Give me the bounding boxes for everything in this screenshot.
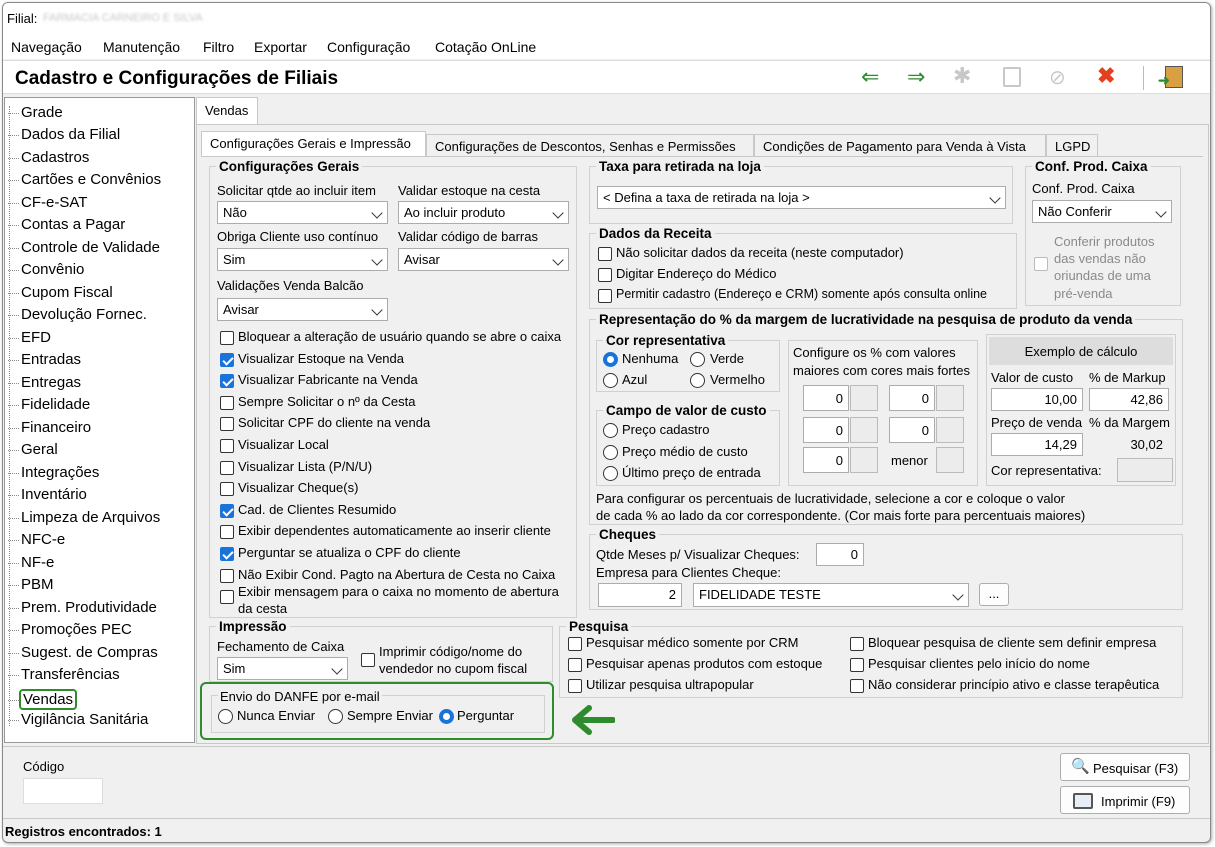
- color-swatch-4: [936, 417, 964, 443]
- custo-opt-1: Preço cadastro: [622, 422, 710, 437]
- sidebar-tree: [4, 97, 195, 743]
- group-taxa: [589, 159, 1013, 224]
- radio-vermelho[interactable]: [690, 373, 705, 388]
- pesquisar-button[interactable]: [1060, 753, 1190, 781]
- validar-cod-select[interactable]: Avisar: [398, 248, 569, 271]
- config-checkbox-5[interactable]: [220, 417, 234, 431]
- margem-info-l1: Para configurar os percentuais de lucratividade, selecione a cor e coloque o valor: [596, 491, 1065, 506]
- config-check-label-1: Bloquear a alteração de usuário quando se abre o caixa: [238, 329, 562, 344]
- sidebar-item-cfe-sat[interactable]: CF-e-SAT: [21, 194, 88, 211]
- group-title-custo: Campo de valor de custo: [603, 403, 770, 418]
- chevron-down-icon: [1155, 206, 1166, 217]
- radio-verde-label: Verde: [710, 351, 744, 366]
- tab-descontos-senhas[interactable]: Configurações de Descontos, Senhas e Permissões: [426, 134, 754, 156]
- sidebar-item-dados-filial[interactable]: Dados da Filial: [21, 126, 121, 143]
- percent-input-3[interactable]: 0: [803, 417, 849, 443]
- pesquisa-right-2: Pesquisar clientes pelo início do nome: [868, 656, 1090, 671]
- imprimir-label: Imprimir (F9): [1101, 794, 1176, 809]
- menu-navegacao[interactable]: Navegação: [11, 39, 82, 55]
- config-check-label-6: Visualizar Local: [238, 437, 329, 452]
- preco-venda-label: Preço de venda: [991, 415, 1083, 430]
- sidebar-item-fidelidade[interactable]: Fidelidade: [21, 396, 91, 413]
- group-title-taxa: Taxa para retirada na loja: [596, 159, 764, 174]
- color-swatch-3: [850, 417, 878, 443]
- config-checkbox-2[interactable]: [220, 353, 234, 367]
- radio-nenhuma[interactable]: [603, 352, 618, 367]
- qtde-meses-label: Qtde Meses p/ Visualizar Cheques:: [596, 547, 800, 562]
- sidebar-item-cupom-fiscal[interactable]: Cupom Fiscal: [21, 284, 113, 301]
- checkbox-exibir-mensagem[interactable]: [220, 590, 234, 604]
- checkbox-principio-ativo[interactable]: [850, 679, 864, 693]
- imprimir-l2: vendedor no cupom fiscal: [379, 661, 528, 676]
- config-check-label-7: Visualizar Lista (P/N/U): [238, 458, 373, 474]
- obriga-label: Obriga Cliente uso contínuo: [217, 229, 379, 244]
- cor-rep-label: Cor representativa:: [991, 463, 1102, 478]
- config-checkbox-12[interactable]: [220, 569, 234, 583]
- config-check-label-4: Sempre Solicitar o nº da Cesta: [238, 393, 416, 409]
- checkbox-nao-solicitar-receita[interactable]: [598, 247, 612, 261]
- chevron-down-icon: [371, 304, 382, 315]
- chevron-down-icon: [989, 192, 1000, 203]
- green-arrow-icon: [569, 703, 615, 737]
- bottom-panel: [3, 746, 1211, 818]
- markup-input[interactable]: 42,86: [1089, 388, 1169, 411]
- chevron-down-icon: [371, 254, 382, 265]
- margem-info-l2: de cada % ao lado da cor correspondente. (Cor mais forte para percentuais maiores): [596, 508, 1086, 523]
- validacoes-select[interactable]: Avisar: [217, 298, 388, 321]
- color-swatch-2: [936, 385, 964, 411]
- empresa-label: Empresa para Clientes Cheque:: [596, 565, 781, 580]
- preco-venda-input[interactable]: 14,29: [991, 433, 1083, 456]
- fechamento-select[interactable]: Sim: [217, 657, 348, 680]
- chevron-down-icon: [952, 589, 963, 600]
- sidebar-item-nfce[interactable]: NFC-e: [21, 531, 66, 548]
- conferir-l3: oriundas de uma: [1054, 268, 1151, 283]
- imprimir-button[interactable]: [1060, 786, 1190, 814]
- danfe-opt-2: Sempre Enviar: [347, 708, 433, 723]
- group-title-pesquisa: Pesquisa: [566, 619, 631, 634]
- sidebar-item-inventario[interactable]: Inventário: [21, 486, 87, 503]
- valor-custo-input[interactable]: 10,00: [991, 388, 1083, 411]
- receita-check-1: Não solicitar dados da receita (neste computador): [616, 245, 904, 260]
- percent-input-2[interactable]: 0: [889, 385, 935, 411]
- save-icon[interactable]: [1003, 67, 1021, 87]
- radio-nunca-enviar[interactable]: [218, 709, 233, 724]
- group-receita: [589, 226, 1017, 309]
- sidebar-item-financeiro[interactable]: Financeiro: [21, 419, 92, 436]
- sidebar-item-geral[interactable]: Geral: [21, 441, 58, 458]
- config-checkbox-10[interactable]: [220, 525, 234, 539]
- group-danfe: [211, 689, 545, 733]
- codigo-input[interactable]: [23, 778, 103, 804]
- config-check-label-11: Perguntar se atualiza o CPF do cliente: [238, 545, 461, 560]
- config-check-label-3: Visualizar Fabricante na Venda: [238, 372, 418, 388]
- tab-lgpd[interactable]: LGPD: [1046, 134, 1098, 156]
- group-configuracoes-gerais: [209, 159, 577, 618]
- tab-condicoes-pagamento[interactable]: Condições de Pagamento para Venda à Vista: [754, 134, 1046, 156]
- radio-azul[interactable]: [603, 373, 618, 388]
- config-checkbox-8[interactable]: [220, 482, 234, 496]
- checkbox-ultrapopular[interactable]: [568, 679, 582, 693]
- menu-bar: [3, 35, 1211, 59]
- group-exemplo: [986, 334, 1176, 486]
- validar-estoque-label: Validar estoque na cesta: [398, 183, 541, 198]
- group-configure-percent: [788, 340, 978, 486]
- exibir-mensagem-l2: da cesta: [238, 601, 288, 616]
- menu-exportar[interactable]: Exportar: [254, 39, 307, 55]
- config-checkbox-11[interactable]: [220, 547, 234, 561]
- checkbox-medico-crm[interactable]: [568, 637, 582, 651]
- menu-filtro[interactable]: Filtro: [203, 39, 235, 55]
- sidebar-item-sugest-compras[interactable]: Sugest. de Compras: [21, 644, 158, 661]
- sidebar-item-vendas[interactable]: Vendas: [19, 689, 77, 710]
- empresa-code-input[interactable]: 2: [598, 583, 682, 607]
- config-check-label-10: Exibir dependentes automaticamente ao inserir cliente: [238, 523, 551, 539]
- arrow-right-icon[interactable]: ⇒: [907, 64, 926, 89]
- sidebar-item-nfe[interactable]: NF-e: [21, 554, 55, 571]
- sidebar-item-vigilancia[interactable]: Vigilância Sanitária: [21, 711, 149, 728]
- custo-opt-3: Último preço de entrada: [622, 465, 761, 480]
- config-checkbox-9[interactable]: [220, 504, 234, 518]
- config-check-label-8: Visualizar Cheque(s): [238, 480, 359, 496]
- search-icon: 🔍: [1071, 758, 1090, 775]
- radio-azul-label: Azul: [622, 372, 648, 387]
- group-cheques: [589, 527, 1183, 610]
- pesquisa-right-3: Não considerar princípio ativo e classe terapêutica: [868, 677, 1160, 692]
- radio-preco-medio[interactable]: [603, 445, 618, 460]
- config-check-label-9: Cad. de Clientes Resumido: [238, 501, 397, 517]
- danfe-opt-1: Nunca Enviar: [237, 708, 316, 723]
- checkbox-digitar-endereco[interactable]: [598, 268, 612, 282]
- pesquisa-left-3: Utilizar pesquisa ultrapopular: [586, 677, 754, 692]
- group-title-receita: Dados da Receita: [596, 226, 715, 241]
- config-checkbox-1[interactable]: [220, 331, 234, 345]
- config-check-label-12: Não Exibir Cond. Pagto na Abertura de Cesta no Caixa: [238, 566, 556, 582]
- validar-cod-label: Validar código de barras: [398, 229, 538, 244]
- menu-manutencao[interactable]: Manutenção: [103, 39, 181, 55]
- radio-verde[interactable]: [690, 352, 705, 367]
- menor-label: menor: [891, 453, 928, 468]
- radio-ultimo-preco[interactable]: [603, 466, 618, 481]
- sidebar-item-devolucao[interactable]: Devolução Fornec.: [21, 306, 147, 323]
- sidebar-item-contas-pagar[interactable]: Contas a Pagar: [21, 216, 126, 233]
- group-title-margem: Representação do % da margem de lucratividade na pesquisa de produto da venda: [596, 312, 1135, 327]
- tree-line: [9, 106, 10, 726]
- page-title: Cadastro e Configurações de Filiais: [15, 68, 339, 89]
- checkbox-permitir-cadastro[interactable]: [598, 289, 612, 303]
- sidebar-item-prem-produtividade[interactable]: Prem. Produtividade: [21, 599, 157, 616]
- toolbar-separator: [1143, 66, 1144, 90]
- sidebar-item-cartoes[interactable]: Cartões e Convênios: [21, 171, 162, 188]
- group-title-config: Configurações Gerais: [216, 159, 362, 174]
- config-check-label-2: Visualizar Estoque na Venda: [238, 350, 404, 366]
- sidebar-item-entradas[interactable]: Entradas: [21, 351, 82, 368]
- group-margem: [589, 312, 1183, 525]
- obriga-select[interactable]: Sim: [217, 248, 388, 271]
- radio-nenhuma-label: Nenhuma: [622, 351, 679, 366]
- sidebar-item-promocoes-pec[interactable]: Promoções PEC: [21, 621, 132, 638]
- group-title-impressao: Impressão: [216, 619, 290, 634]
- radio-perguntar[interactable]: [439, 709, 454, 724]
- sidebar-item-integracoes[interactable]: Integrações: [21, 464, 100, 481]
- fechamento-label: Fechamento de Caixa: [217, 639, 345, 654]
- receita-check-2: Digitar Endereço do Médico: [616, 266, 777, 281]
- conferir-l2: das vendas não: [1054, 251, 1146, 266]
- empresa-ellipsis-button[interactable]: ...: [979, 583, 1009, 606]
- sidebar-item-controle-validade[interactable]: Controle de Validade: [21, 239, 160, 256]
- validar-estoque-select[interactable]: Ao incluir produto: [398, 201, 569, 224]
- sidebar-item-convenio[interactable]: Convênio: [21, 261, 85, 278]
- checkbox-imprimir-vendedor[interactable]: [361, 653, 375, 667]
- cor-rep-swatch: [1117, 458, 1173, 482]
- config-checkbox-7[interactable]: [220, 461, 234, 475]
- printer-icon: [1073, 793, 1093, 809]
- taxa-select[interactable]: < Defina a taxa de retirada na loja >: [597, 186, 1006, 209]
- configure-l1: Configure os % com valores: [793, 345, 956, 360]
- radio-vermelho-label: Vermelho: [710, 372, 765, 387]
- checkbox-inicio-nome[interactable]: [850, 658, 864, 672]
- markup-label: % de Markup: [1089, 370, 1166, 385]
- color-swatch-5: [850, 447, 878, 473]
- solicitar-select[interactable]: Não: [217, 201, 388, 224]
- checkbox-produtos-estoque[interactable]: [568, 658, 582, 672]
- receita-check-3: Permitir cadastro (Endereço e CRM) somente após consulta online: [616, 287, 988, 301]
- margem-label: % da Margem: [1089, 415, 1170, 430]
- radio-preco-cadastro[interactable]: [603, 423, 618, 438]
- filial-name: FARMACIA CARNEIRO E SILVA: [43, 12, 203, 24]
- percent-input-1[interactable]: 0: [803, 385, 849, 411]
- config-checkbox-4[interactable]: [220, 396, 234, 410]
- group-campo-custo: [596, 403, 780, 486]
- exit-icon[interactable]: ➜: [1165, 66, 1183, 88]
- sidebar-item-limpeza[interactable]: Limpeza de Arquivos: [21, 509, 161, 526]
- solicitar-label: Solicitar qtde ao incluir item: [217, 183, 376, 198]
- group-impressao: [209, 619, 553, 682]
- filial-label: Filial:: [7, 11, 38, 26]
- config-check-label-5: Solicitar CPF do cliente na venda: [238, 415, 431, 431]
- confprod-label: Conf. Prod. Caixa: [1032, 181, 1135, 196]
- menu-configuracao[interactable]: Configuração: [327, 39, 411, 55]
- group-title-confprod: Conf. Prod. Caixa: [1032, 159, 1151, 174]
- empresa-select[interactable]: FIDELIDADE TESTE: [693, 583, 969, 607]
- pesquisa-right-1: Bloquear pesquisa de cliente sem definir empresa: [868, 635, 1157, 650]
- pesquisa-left-1: Pesquisar médico somente por CRM: [586, 635, 799, 650]
- conferir-l4: pré-venda: [1054, 286, 1113, 301]
- margem-value: 30,02: [1089, 433, 1169, 456]
- percent-input-5[interactable]: 0: [803, 447, 849, 473]
- sidebar-item-efd[interactable]: EFD: [21, 329, 51, 346]
- status-bar: [3, 818, 1211, 843]
- menu-cotacao-online[interactable]: Cotação OnLine: [435, 39, 537, 55]
- main-window: [2, 2, 1211, 843]
- new-record-icon[interactable]: ✱: [953, 63, 972, 88]
- group-title-danfe: Envio do DANFE por e-mail: [220, 689, 380, 704]
- validacoes-label: Validações Venda Balcão: [217, 278, 364, 293]
- custo-opt-2: Preço médio de custo: [622, 444, 748, 459]
- group-pesquisa: [559, 619, 1183, 698]
- group-title-cor: Cor representativa: [603, 333, 728, 348]
- sidebar-item-pbm[interactable]: PBM: [21, 576, 54, 593]
- chevron-down-icon: [371, 207, 382, 218]
- radio-sempre-enviar[interactable]: [328, 709, 343, 724]
- tab-vendas[interactable]: Vendas: [196, 97, 258, 125]
- configure-l2: maiores com cores mais fortes: [793, 363, 970, 378]
- config-checkbox-6[interactable]: [220, 439, 234, 453]
- sidebar-item-grade[interactable]: Grade: [21, 104, 63, 121]
- sidebar-item-entregas[interactable]: Entregas: [21, 374, 82, 391]
- exibir-mensagem-l1: Exibir mensagem para o caixa no momento de abertura: [238, 584, 559, 599]
- delete-icon[interactable]: ✖: [1097, 63, 1116, 88]
- chevron-down-icon: [552, 207, 563, 218]
- pesquisa-left-2: Pesquisar apenas produtos com estoque: [586, 656, 823, 671]
- sidebar-item-cadastros[interactable]: Cadastros: [21, 149, 90, 166]
- percent-input-4[interactable]: 0: [889, 417, 935, 443]
- codigo-label: Código: [23, 759, 65, 774]
- qtde-meses-input[interactable]: 0: [816, 543, 864, 566]
- arrow-left-icon[interactable]: ⇐: [861, 64, 880, 89]
- color-swatch-menor: [936, 447, 964, 473]
- checkbox-conferir-produtos[interactable]: [1034, 257, 1048, 271]
- config-checkbox-3[interactable]: [220, 374, 234, 388]
- exemplo-title: Exemplo de cálculo: [989, 337, 1173, 365]
- toolbar-header: [3, 60, 1211, 94]
- sidebar-item-transferencias[interactable]: Transferências: [21, 666, 120, 683]
- pesquisar-label: Pesquisar (F3): [1093, 761, 1179, 776]
- status-text: Registros encontrados: 1: [5, 824, 162, 839]
- conferir-l1: Conferir produtos: [1054, 234, 1155, 249]
- group-conf-prod: [1025, 159, 1181, 306]
- color-swatch-1: [850, 385, 878, 411]
- chevron-down-icon: [331, 663, 342, 674]
- group-title-cheques: Cheques: [596, 527, 659, 542]
- cancel-icon[interactable]: ⊘: [1049, 67, 1066, 89]
- chevron-down-icon: [552, 254, 563, 265]
- imprimir-l1: Imprimir código/nome do: [379, 644, 523, 659]
- tab-configuracoes-gerais[interactable]: Configurações Gerais e Impressão: [201, 131, 426, 156]
- checkbox-bloquear-cliente[interactable]: [850, 637, 864, 651]
- group-cor-representativa: [596, 333, 780, 392]
- danfe-opt-3: Perguntar: [457, 708, 515, 723]
- title-bar: [3, 3, 1211, 35]
- confprod-select[interactable]: Não Conferir: [1032, 200, 1172, 223]
- valor-custo-label: Valor de custo: [991, 370, 1074, 385]
